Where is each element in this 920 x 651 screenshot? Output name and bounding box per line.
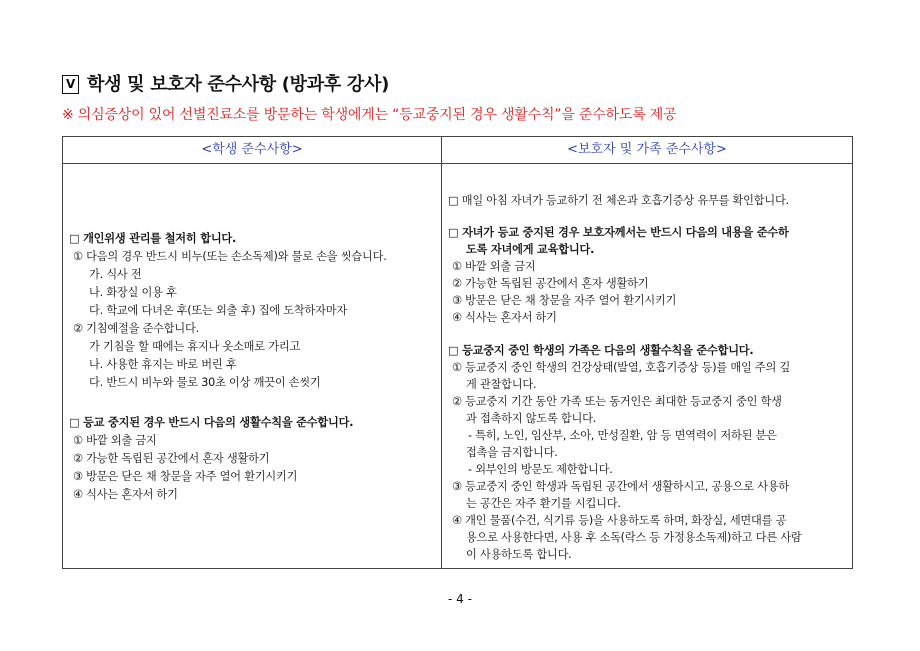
student-rule-subitem: 다. 학교에 다녀온 후(또는 외출 후) 집에 도착하자마자 [89,304,347,317]
student-rule-subitem: 나. 사용한 휴지는 바로 버린 후 [89,358,237,371]
student-rule-item: ④ 식사는 혼자서 하기 [73,488,178,501]
guardian-rule-dash-item: - 외부인의 방문도 제한합니다. [468,463,613,476]
guardian-rule-item: ③ 방문은 닫은 채 창문을 자주 열어 환기시키기 [452,294,677,307]
guardian-rule-heading: □ 등교중지 중인 학생의 가족은 다음의 생활수칙을 준수합니다. [448,344,754,357]
guardian-rule-heading: □ 매일 아침 자녀가 등교하기 전 체온과 호흡기증상 유무를 확인합니다. [448,194,789,207]
student-rule-item: ① 바깥 외출 금지 [73,434,157,447]
guardian-rules-header: <보호자 및 가족 준수사항> [442,137,852,164]
guardian-rule-heading: □ 자녀가 등교 중지된 경우 보호자께서는 반드시 다음의 내용을 준수하 [448,226,789,239]
guardian-rule-item-cont: 는 공간은 자주 환기를 시킵니다. [466,497,621,510]
guardian-rule-item: ② 등교중지 기간 동안 가족 또는 동거인은 최대한 등교중지 중인 학생 [452,395,782,408]
section-marker: V [62,75,79,94]
student-rule-subitem: 나. 화장실 이용 후 [89,286,177,299]
student-rule-item: ② 기침예절을 준수합니다. [73,322,199,335]
guardian-rule-item-cont: 게 관찰합니다. [466,378,537,391]
student-rule-item: ③ 방문은 닫은 채 창문을 자주 열어 환기시키기 [73,470,298,483]
guardian-rule-item-cont: 접촉을 금지합니다. [466,446,558,459]
guardian-rules-column [442,137,852,568]
guardian-rule-item: ③ 등교중지 중인 학생과 독립된 공간에서 생활하시고, 공용으로 사용하 [452,480,790,493]
student-rule-subitem: 가. 식사 전 [89,268,142,281]
student-rule-subitem: 가 기침을 할 때에는 휴지나 옷소매로 가리고 [89,340,301,353]
guardian-rule-item-cont: 이 사용하도록 합니다. [466,548,572,561]
guardian-rule-item: ④ 개인 물품(수건, 식기류 등)을 사용하도록 하며, 화장실, 세면대를 공 [452,514,787,527]
guardian-rule-item: ① 등교중지 중인 학생의 건강상태(발열, 호흡기증상 등)를 매일 주의 깊 [452,361,791,374]
guardian-rule-dash-item: - 특히, 노인, 임산부, 소아, 만성질환, 암 등 면역력이 저하된 분은 [468,429,777,442]
rules-table [62,136,853,569]
guardian-rule-item: ④ 식사는 혼자서 하기 [452,311,557,324]
student-rules-column [63,137,442,568]
guardian-rule-item-cont: 과 접촉하지 않도록 합니다. [466,412,597,425]
guardian-rule-item: ① 바깥 외출 금지 [452,260,536,273]
guardian-rule-item: ② 가능한 독립된 공간에서 혼자 생활하기 [452,277,649,290]
guardian-rule-item-cont: 용으로 사용한다면, 사용 후 소독(락스 등 가정용소독제)하고 다른 사람 [466,531,802,544]
student-rule-heading: □ 등교 중지된 경우 반드시 다음의 생활수칙을 준수합니다. [69,416,354,429]
page-number: - 4 - [448,592,472,606]
section-title [62,70,389,96]
student-rule-item: ① 다음의 경우 반드시 비누(또는 손소독제)와 물로 손을 씻습니다. [73,250,387,263]
student-rule-heading: □ 개인위생 관리를 철저히 합니다. [69,232,237,245]
student-rule-subitem: 다. 반드시 비누와 물로 30초 이상 깨끗이 손씻기 [89,376,321,389]
student-rule-item: ② 가능한 독립된 공간에서 혼자 생활하기 [73,452,270,465]
guardian-rule-heading-cont: 도록 자녀에게 교육합니다. [466,243,595,256]
notice-text: ※ 의심증상이 있어 선별진료소를 방문하는 학생에게는 “등교중지된 경우 생활수칙”을 준수하도록 제공 [62,107,677,123]
student-rules-header: <학생 준수사항> [63,137,441,164]
section-title-text: 학생 및 보호자 준수사항 (방과후 강사) [87,74,390,95]
